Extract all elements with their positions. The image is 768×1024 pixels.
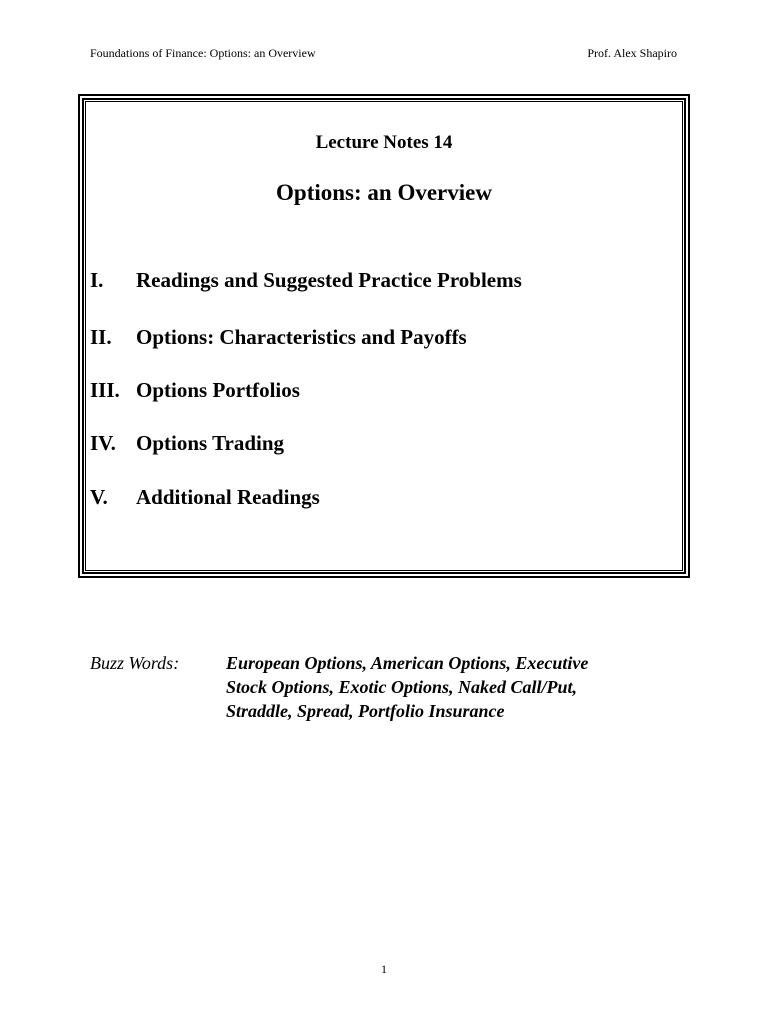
outline-item-numeral: II. (90, 325, 112, 349)
lecture-title: Options: an Overview (276, 180, 492, 205)
buzz-words-line: European Options, American Options, Executive (226, 653, 589, 673)
outline-item-label: Readings and Suggested Practice Problems (136, 268, 522, 292)
outline-item-5 (90, 484, 320, 510)
buzz-words-line: Stock Options, Exotic Options, Naked Call/Put, (226, 677, 578, 697)
outline-item-4 (90, 430, 284, 456)
outline-item-label: Options Trading (136, 431, 285, 455)
outline-item-1 (90, 267, 522, 293)
outline-item-2 (90, 324, 467, 350)
buzz-words-list (226, 651, 666, 723)
running-header-title: Foundations of Finance: Options: an Overview (90, 46, 316, 60)
page-number: 1 (381, 962, 387, 976)
outline-item-3 (90, 377, 300, 403)
outline-item-numeral: III. (90, 378, 120, 402)
outline-item-label: Options Portfolios (136, 378, 300, 402)
outline-item-label: Additional Readings (136, 485, 320, 509)
outline-item-label: Options: Characteristics and Payoffs (136, 325, 467, 349)
lecture-number: Lecture Notes 14 (315, 132, 453, 153)
buzz-words-label: Buzz Words: (90, 653, 180, 673)
outline-item-numeral: V. (90, 485, 108, 509)
buzz-words-line: Straddle, Spread, Portfolio Insurance (226, 701, 505, 721)
running-header-author: Prof. Alex Shapiro (587, 46, 677, 60)
outline-item-numeral: IV. (90, 431, 116, 455)
outline-item-numeral: I. (90, 268, 104, 292)
